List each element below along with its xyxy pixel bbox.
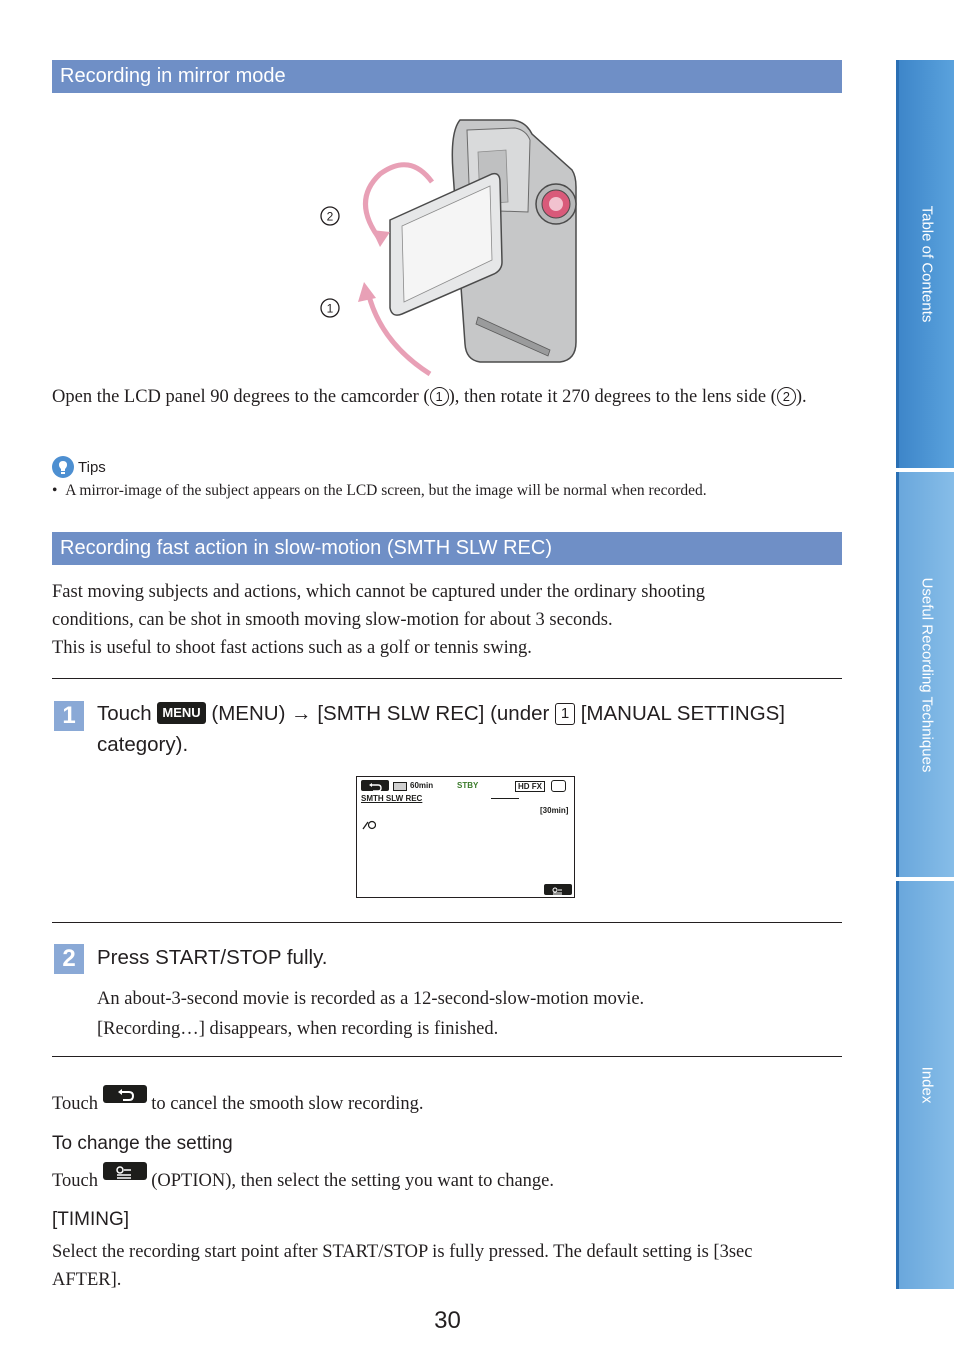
- tips-label: Tips: [78, 458, 106, 476]
- remaining-time: [30min]: [540, 806, 569, 815]
- section-heading-mirror-mode: Recording in mirror mode: [52, 60, 842, 93]
- lightbulb-icon: [52, 456, 74, 478]
- timing-line: AFTER].: [52, 1270, 122, 1290]
- change-before: Touch: [52, 1171, 98, 1191]
- step-2-title: Press START/STOP fully.: [97, 946, 328, 969]
- level-indicator: [491, 798, 519, 799]
- step-2-number: 2: [54, 944, 84, 974]
- divider: [52, 922, 842, 923]
- return-button-icon: [103, 1085, 147, 1103]
- cancel-before: Touch: [52, 1094, 98, 1114]
- media-icon: [551, 780, 566, 792]
- change-after: (OPTION), then select the setting you want to change.: [151, 1171, 555, 1191]
- callout-1: 1: [326, 301, 334, 316]
- section-heading-slow-motion: Recording fast action in slow-motion (SMTH SLW REC): [52, 532, 842, 565]
- instruction-part-2: ), then rotate it 270 degrees to the lens side (: [448, 387, 777, 407]
- step-1-path: [SMTH SLW REC] (under: [317, 702, 550, 725]
- change-setting-instruction: [52, 1162, 842, 1195]
- quality-badge: HD FX: [515, 781, 545, 792]
- camcorder-mirror-illustration: [310, 112, 590, 377]
- tab-label: Table of Contents: [918, 205, 935, 323]
- page-number: 30: [434, 1307, 461, 1334]
- standby-status: STBY: [457, 781, 479, 790]
- cancel-instruction: [52, 1085, 842, 1118]
- smth-slw-rec-label: SMTH SLW REC: [361, 794, 423, 803]
- tips-list-item: • A mirror-image of the subject appears on the LCD screen, but the image will be normal when recorded.: [52, 482, 707, 499]
- step-1-line-2: category).: [97, 733, 189, 756]
- step-1-category: [MANUAL SETTINGS]: [580, 702, 786, 725]
- circled-number-2: 2: [777, 387, 796, 406]
- step-2-details: [97, 984, 644, 1044]
- tab-label: Useful Recording Techniques: [918, 577, 935, 772]
- instruction-part-3: ).: [795, 387, 807, 407]
- option-button-icon: [103, 1162, 147, 1180]
- step-2-line: [Recording…] disappears, when recording is finished.: [97, 1019, 499, 1039]
- step-2-line: An about-3-second movie is recorded as a 12-second-slow-motion movie.: [97, 989, 645, 1009]
- timing-line: Select the recording start point after START/STOP is fully pressed. The default setting is [3sec: [52, 1242, 753, 1262]
- slow-motion-icon: [362, 817, 376, 827]
- manual-settings-category-icon: 1: [555, 703, 575, 725]
- tips-header: [52, 456, 106, 478]
- change-setting-heading: To change the setting: [52, 1133, 233, 1154]
- slow-motion-intro: [52, 578, 842, 662]
- mirror-mode-instructions: [52, 383, 842, 411]
- lcd-screen-preview: [356, 776, 575, 898]
- divider: [52, 678, 842, 679]
- tip-text: A mirror-image of the subject appears on the LCD screen, but the image will be normal when recorded.: [65, 482, 707, 499]
- step-1-touch: Touch: [97, 702, 152, 725]
- tab-label: Index: [918, 1066, 935, 1104]
- timing-heading: [TIMING]: [52, 1209, 130, 1230]
- step-1-number: 1: [54, 701, 84, 731]
- option-icon: [544, 884, 572, 895]
- cancel-after: to cancel the smooth slow recording.: [151, 1094, 424, 1114]
- divider: [52, 1056, 842, 1057]
- timing-description: [52, 1238, 842, 1294]
- intro-line: This is useful to shoot fast actions such as a golf or tennis swing.: [52, 638, 532, 658]
- intro-line: conditions, can be shot in smooth moving slow-motion for about 3 seconds.: [52, 610, 613, 630]
- tab-index[interactable]: [896, 881, 954, 1289]
- battery-icon: [393, 782, 407, 791]
- callout-2: 2: [326, 209, 334, 224]
- step-1-menu-label: (MENU): [211, 702, 286, 725]
- arrow-right-icon: →: [291, 702, 312, 725]
- step-1-instruction: [97, 698, 785, 760]
- circled-number-1: 1: [430, 387, 449, 406]
- instruction-part-1: Open the LCD panel 90 degrees to the camcorder (: [52, 387, 430, 407]
- return-icon: [361, 780, 389, 791]
- menu-button-icon: MENU: [157, 702, 205, 724]
- battery-time: 60min: [410, 781, 434, 790]
- tab-useful-recording-techniques[interactable]: [896, 472, 954, 877]
- intro-line: Fast moving subjects and actions, which cannot be captured under the ordinary shooting: [52, 582, 706, 602]
- tab-table-of-contents[interactable]: [896, 60, 954, 468]
